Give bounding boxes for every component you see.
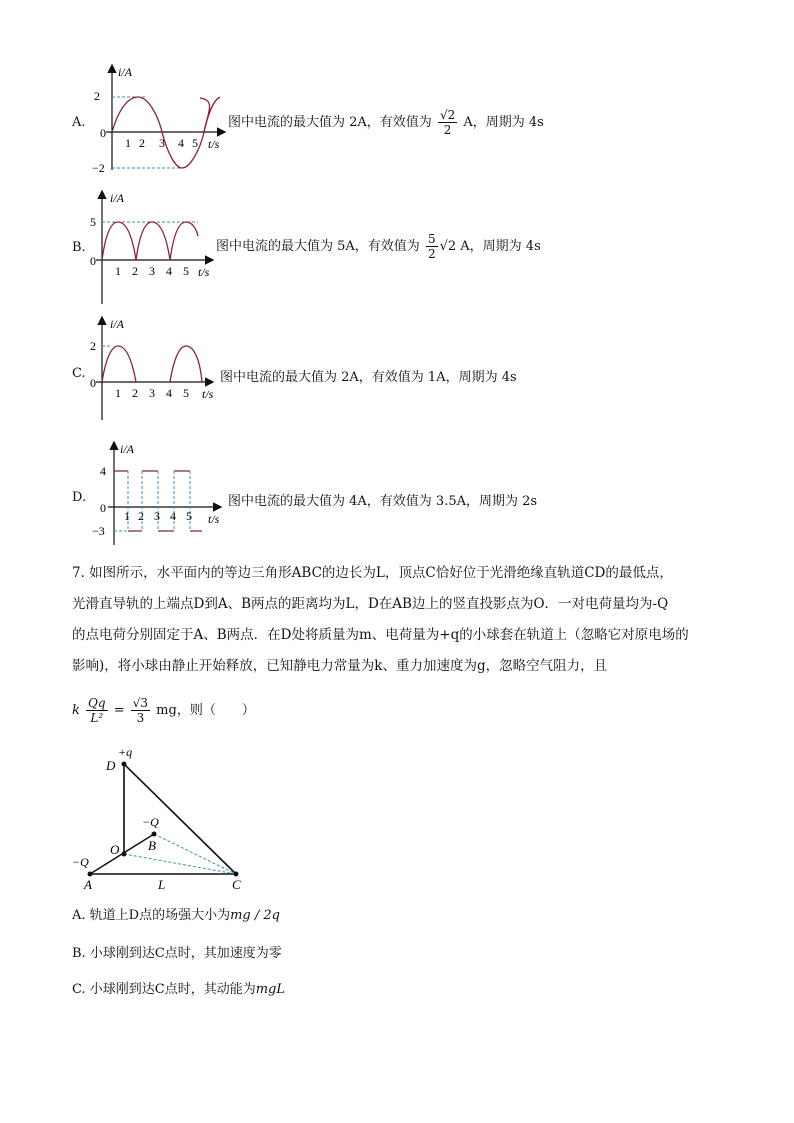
a-xtick-5: 5: [192, 136, 198, 150]
b-xtick-1: 1: [115, 264, 121, 278]
c-xtick-2: 2: [132, 386, 138, 400]
c-ytick-0: 0: [90, 376, 96, 390]
d-xtick-3: 3: [154, 509, 160, 523]
q7-choice-a: A. 轨道上D点的场强大小为mg / 2q: [72, 908, 280, 923]
d-ytick-4: 4: [100, 464, 106, 478]
d-xtick-2: 2: [138, 509, 144, 523]
option-b-graph: [86, 186, 226, 308]
b-xtick-3: 3: [149, 264, 155, 278]
fig-label-b: B: [148, 838, 156, 853]
option-c-graph: [86, 312, 226, 422]
q7-choice-c: C. 小球刚到达C点时，其动能为mgL: [72, 982, 285, 997]
option-d-graph: [90, 437, 230, 549]
c-xtick-4: 4: [166, 386, 172, 400]
a-ylabel: i/A: [118, 65, 132, 79]
option-a-text: 图中电流的最大值为 2A，有效值为 $\frac{√2}{2}$ A，周期为 4s: [228, 108, 544, 137]
c-ytick-2: 2: [90, 339, 96, 353]
b-xlabel: t/s: [198, 265, 210, 279]
option-a-letter: A.: [72, 115, 86, 130]
c-ylabel: i/A: [110, 317, 124, 331]
a-xtick-4: 4: [178, 136, 184, 150]
a-ytick-0: 0: [100, 126, 106, 140]
a-ytick-2: 2: [94, 89, 100, 103]
fig-label-c: C: [232, 877, 241, 892]
fig-label-plus-q: +q: [118, 745, 133, 759]
q7-formula: k $\frac{Qq}{\text{L²}}$ = $\frac{√3}{3}$ mg，则（ ）: [72, 696, 255, 725]
a-ytick-m2: −2: [92, 161, 105, 175]
d-xtick-1: 1: [124, 509, 130, 523]
option-a-graph: [92, 60, 232, 180]
fig-label-o: O: [110, 842, 120, 857]
a-xlabel: t/s: [208, 137, 220, 151]
q7-line-3: 的点电荷分别固定于A、B两点．在D处将质量为m、电荷量为+q的小球套在轨道上（忽略它对原电场的: [72, 627, 689, 643]
a-xtick-1: 1: [125, 136, 131, 150]
fig-label-minus-q-a: −Q: [72, 855, 89, 869]
q7-choice-b: B. 小球刚到达C点时，其加速度为零: [72, 946, 282, 961]
c-xtick-3: 3: [149, 386, 155, 400]
d-ytick-m3: −3: [92, 524, 105, 538]
question-7-stem: [72, 558, 732, 682]
q7-line-4: 影响)，将小球由静止开始释放，已知静电力常量为k、重力加速度为g，忽略空气阻力，且: [72, 658, 608, 674]
c-xtick-1: 1: [115, 386, 121, 400]
d-ylabel: i/A: [120, 442, 134, 456]
b-xtick-2: 2: [132, 264, 138, 278]
option-b-text: 图中电流的最大值为 5A，有效值为 $\frac{5}{2}$ √2 A，周期为 4s: [216, 232, 541, 261]
b-ytick-0: 0: [90, 254, 96, 268]
b-xtick-4: 4: [166, 264, 172, 278]
option-d-text: 图中电流的最大值为 4A，有效值为 3.5A，周期为 2s: [228, 494, 538, 509]
fig-label-minus-q-b: −Q: [142, 815, 159, 829]
d-ytick-0: 0: [100, 501, 106, 515]
q7-figure: [68, 742, 258, 894]
d-xtick-4: 4: [170, 509, 176, 523]
option-c-letter: C.: [72, 366, 86, 381]
d-xlabel: t/s: [208, 512, 220, 526]
fig-label-a: A: [84, 877, 92, 892]
b-xtick-5: 5: [183, 264, 189, 278]
c-xtick-5: 5: [183, 386, 189, 400]
b-ylabel: i/A: [110, 191, 124, 205]
a-xtick-3: 3: [159, 136, 165, 150]
a-xtick-2: 2: [139, 136, 145, 150]
fig-label-d: D: [106, 758, 116, 773]
d-xtick-5: 5: [186, 509, 192, 523]
q7-line-1: 7. 如图所示，水平面内的等边三角形ABC的边长为L，顶点C恰好位于光滑绝缘直轨道CD的最低点，: [72, 565, 673, 581]
q7-line-2: 光滑直导轨的上端点D到A、B两点的距离均为L，D在AB边上的竖直投影点为O．一对电荷量均为-Q: [72, 596, 669, 612]
c-xlabel: t/s: [202, 387, 214, 401]
option-c-text: 图中电流的最大值为 2A，有效值为 1A，周期为 4s: [220, 370, 517, 385]
option-d-letter: D.: [72, 490, 87, 505]
option-b-letter: B.: [72, 240, 86, 255]
b-ytick-5: 5: [90, 215, 96, 229]
fig-label-l: L: [158, 877, 166, 892]
